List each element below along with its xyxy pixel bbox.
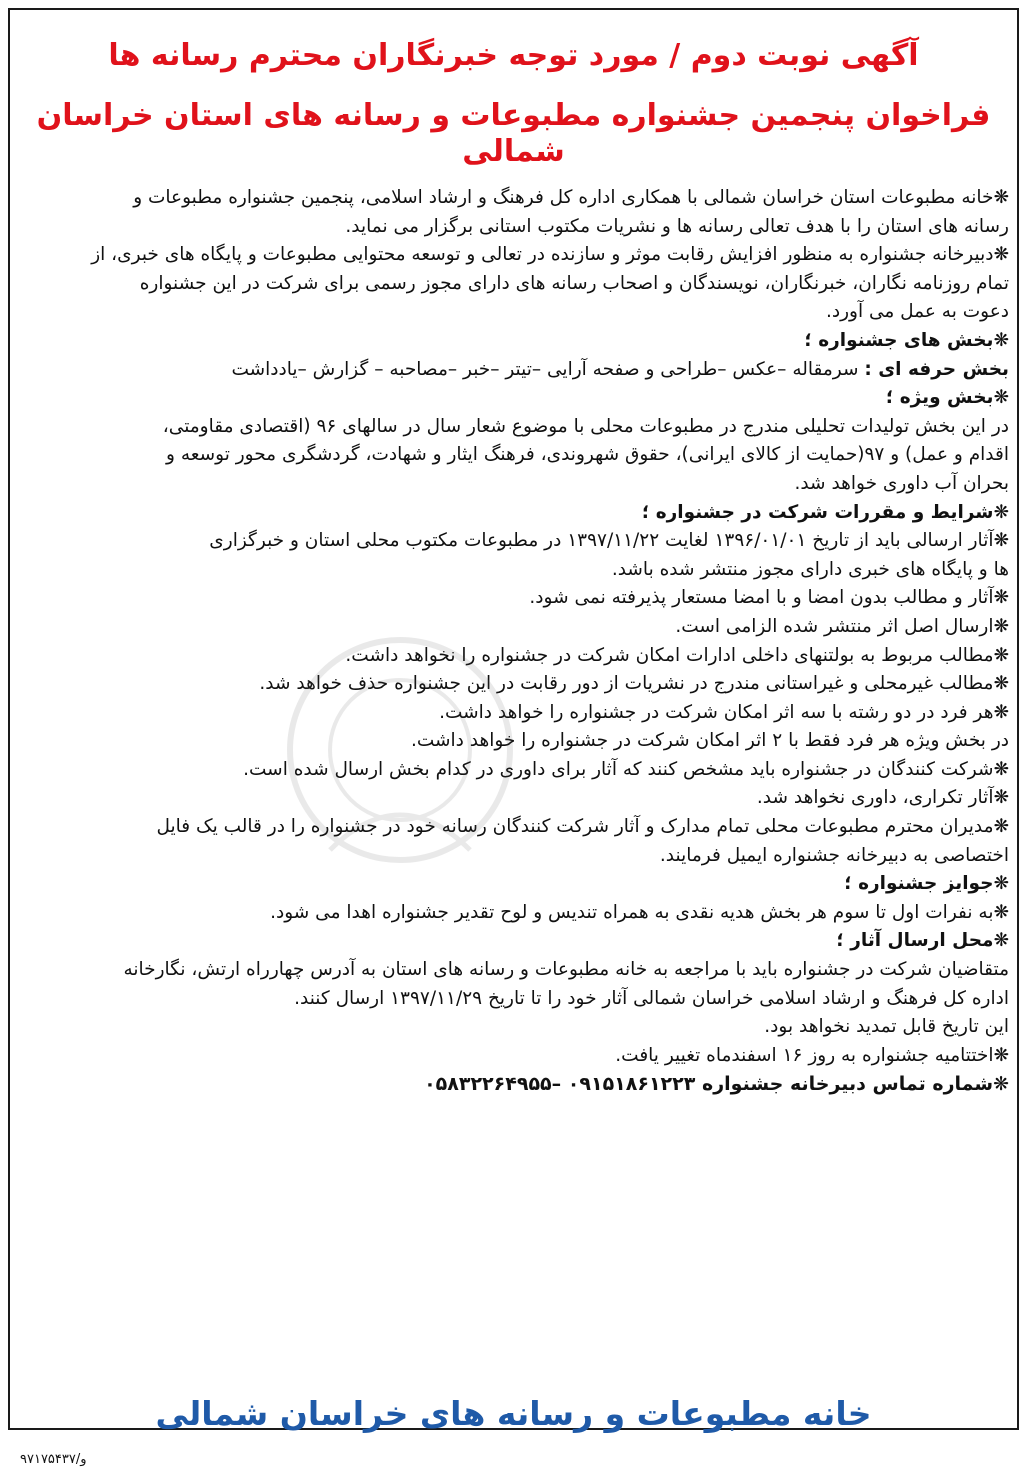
body-line: ❋اختتامیه جشنواره به روز ۱۶ اسفندماه تغییر یافت. — [615, 1044, 1009, 1066]
body-line: این تاریخ قابل تمدید نخواهد بود. — [764, 1016, 1009, 1038]
body-line: ❋مطالب غیرمحلی و غیراستانی مندرج در نشریات از دور رقابت در این جشنواره حذف خواهد شد. — [259, 673, 1009, 695]
section-heading: ❋بخش ویژه ؛ — [885, 387, 1009, 409]
notice-body — [10, 184, 1017, 1099]
body-line: ❋مدیران محترم مطبوعات محلی تمام مدارک و آثار شرکت کنندگان رسانه خود در جشنواره را در قالب یک فایل — [156, 816, 1009, 838]
bullet-icon: ❋ — [993, 930, 1009, 952]
bullet-icon: ❋ — [993, 701, 1009, 723]
body-line: ❋مطالب مربوط به بولتنهای داخلی ادارات امکان شرکت در جشنواره را نخواهد داشت. — [345, 644, 1009, 666]
body-line: ❋آثار ارسالی باید از تاریخ ۱۳۹۶/۰۱/۰۱ لغایت ۱۳۹۷/۱۱/۲۲ در مطبوعات مکتوب محلی استان و خبرگزاری — [209, 530, 1009, 552]
section-heading: ❋شرایط و مقررات شرکت در جشنواره ؛ — [641, 501, 1009, 523]
body-line: اقدام و عمل) و ۹۷(حمایت از کالای ایرانی)، حقوق شهروندی، فرهنگ ایثار و شهادت، گردشگری محور توسعه و — [166, 444, 1009, 466]
body-line: بخش حرفه ای : سرمقاله –عکس –طراحی و صفحه آرایی –تیتر –خبر –مصاحبه – گزارش –یادداشت — [231, 358, 1009, 380]
bullet-icon: ❋ — [993, 787, 1009, 809]
bullet-icon: ❋ — [993, 644, 1009, 666]
bullet-icon: ❋ — [993, 873, 1009, 895]
body-line: ❋دبیرخانه جشنواره به منظور افزایش رقابت موثر و سازنده در تعالی و توسعه محتوایی مطبوعات و پایگاه های خبری، از — [91, 244, 1009, 266]
section-heading: ❋جوایز جشنواره ؛ — [844, 873, 1009, 895]
body-line: ها و پایگاه های خبری دارای مجوز منتشر شده باشد. — [611, 558, 1009, 580]
section-heading: ❋بخش های جشنواره ؛ — [804, 329, 1009, 351]
professional-label: بخش حرفه ای : — [864, 358, 1009, 380]
body-line: ❋آثار تکراری، داوری نخواهد شد. — [756, 787, 1009, 809]
footer-organization: خانه مطبوعات و رسانه های خراسان شمالی — [155, 1394, 872, 1433]
notice-page — [8, 8, 1019, 1467]
body-line: ❋هر فرد در دو رشته با سه اثر امکان شرکت در جشنواره را خواهد داشت. — [439, 701, 1009, 723]
bullet-icon: ❋ — [993, 816, 1009, 838]
body-line: رسانه های استان را با هدف تعالی رسانه ها و نشریات مکتوب استانی برگزار می نماید. — [345, 215, 1009, 237]
body-line: ❋خانه مطبوعات استان خراسان شمالی با همکاری اداره کل فرهنگ و ارشاد اسلامی، پنجمین جشنواره مطبوعات و — [133, 187, 1009, 208]
body-line: در این بخش تولیدات تحلیلی مندرج در مطبوعات محلی با موضوع شعار سال در سالهای ۹۶ (اقتصادی مقاومتی، — [162, 415, 1009, 437]
body-line: ❋آثار و مطالب بدون امضا و با امضا مستعار پذیرفته نمی شود. — [529, 587, 1009, 609]
bullet-icon: ❋ — [993, 329, 1009, 351]
bullet-icon: ❋ — [993, 1044, 1009, 1066]
notice-title: آگهی نوبت دوم / مورد توجه خبرنگاران محترم رسانه ها — [108, 38, 919, 73]
bullet-icon: ❋ — [993, 530, 1009, 552]
contact-line — [18, 1070, 1009, 1099]
body-line: اداره کل فرهنگ و ارشاد اسلامی خراسان شمالی آثار خود را تا تاریخ ۱۳۹۷/۱۱/۲۹ ارسال کنند. — [294, 987, 1009, 1009]
body-line: در بخش ویژه هر فرد فقط با ۲ اثر امکان شرکت در جشنواره را خواهد داشت. — [410, 730, 1009, 752]
notice-subtitle: فراخوان پنجمین جشنواره مطبوعات و رسانه های استان خراسان شمالی — [36, 98, 991, 169]
body-line: ❋به نفرات اول تا سوم هر بخش هدیه نقدی به همراه تندیس و لوح تقدیر جشنواره اهدا می شود. — [270, 901, 1009, 923]
body-line: اختصاصی به دبیرخانه جشنواره ایمیل فرمایند. — [659, 844, 1009, 866]
body-line: بحران آب داوری خواهد شد. — [794, 472, 1009, 494]
body-line: متقاضیان شرکت در جشنواره باید با مراجعه به خانه مطبوعات و رسانه های استان به آدرس چهارراه ارتش، نگارخانه — [123, 959, 1009, 981]
bullet-icon: ❋ — [993, 501, 1009, 523]
body-line: تمام روزنامه نگاران، خبرنگاران، نویسندگان و اصحاب رسانه های دارای مجوز رسمی برای شرکت در این جشنواره — [139, 272, 1009, 294]
body-line: ❋ارسال اصل اثر منتشر شده الزامی است. — [675, 615, 1009, 637]
bullet-icon: ❋ — [993, 758, 1009, 780]
bullet-icon: ❋ — [993, 387, 1009, 409]
section-heading: ❋محل ارسال آثار ؛ — [836, 930, 1009, 952]
contact-phones: ۰۹۱۵۱۸۶۱۲۲۳ –۰۵۸۳۲۲۶۴۹۵۵ — [424, 1073, 696, 1096]
bullet-icon: ❋ — [993, 673, 1009, 695]
ad-code: ۹۷۱۷۵۴۳۷/و — [20, 1452, 87, 1467]
body-line: ❋شرکت کنندگان در جشنواره باید مشخص کنند که آثار برای داوری در کدام بخش ارسال شده است. — [243, 758, 1009, 780]
body-line: دعوت به عمل می آورد. — [825, 301, 1009, 323]
bullet-icon: ❋ — [993, 244, 1009, 266]
contact-label: شماره تماس دبیرخانه جشنواره — [701, 1073, 994, 1096]
bullet-icon: ❋ — [993, 187, 1009, 208]
bullet-icon: ❋ — [993, 587, 1009, 609]
bullet-icon: ❋ — [993, 615, 1009, 637]
bullet-icon: ❋ — [993, 901, 1009, 923]
bullet-icon: ❋ — [993, 1073, 1009, 1096]
